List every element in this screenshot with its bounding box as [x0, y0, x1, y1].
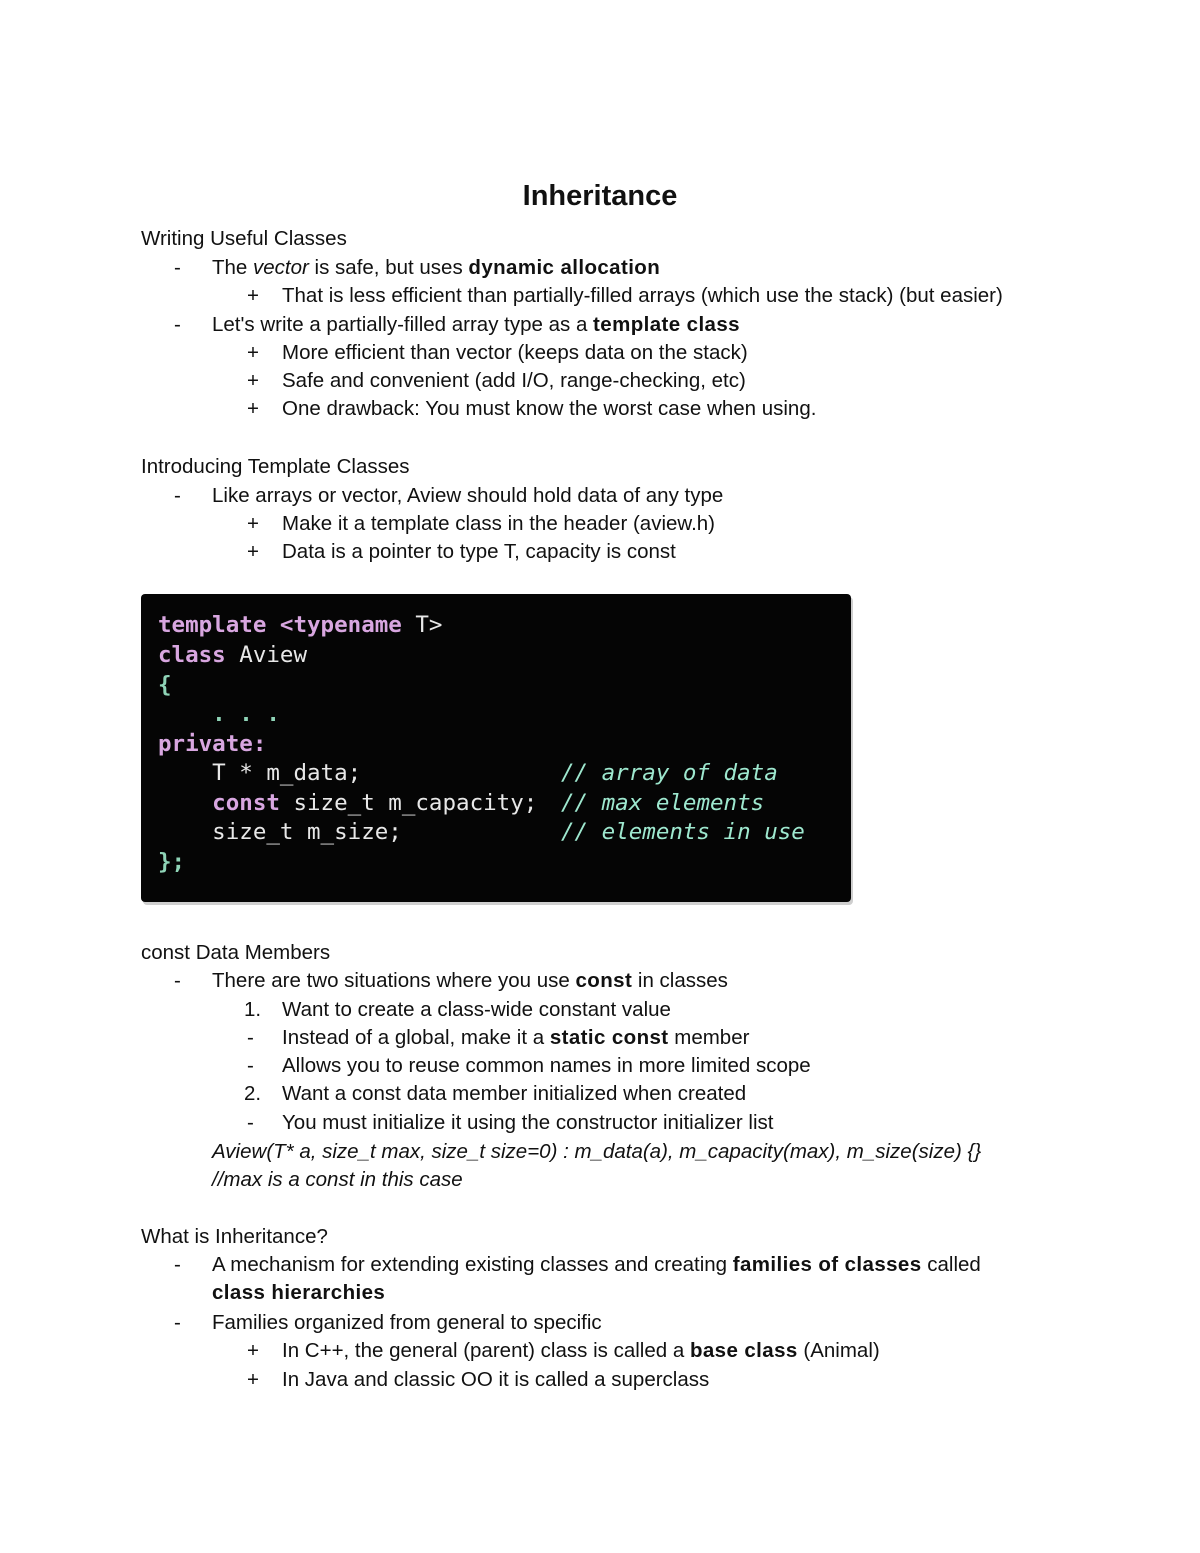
bullet-vector-safe: The vector is safe, but uses dynamic allocation	[212, 256, 661, 279]
item-const-member: Want a const data member initialized when created	[282, 1082, 747, 1105]
code-line-1: template <typename T>	[158, 612, 443, 638]
bullet-more-efficient: More efficient than vector (keeps data on the stack)	[282, 341, 748, 364]
bullet-class-hierarchies: class hierarchies	[212, 1281, 386, 1304]
item-initializer-list: You must initialize it using the constructor initializer list	[282, 1111, 774, 1134]
code-line-8: size_t m_size;	[158, 819, 402, 845]
section-heading-const-data-members: const Data Members	[141, 941, 331, 964]
bullet-make-template: Make it a template class in the header (aview.h)	[282, 512, 715, 535]
page-title: Inheritance	[522, 180, 678, 212]
bullet-plus: +	[247, 369, 259, 392]
item-class-wide-constant: Want to create a class-wide constant value	[282, 998, 671, 1021]
bullet-plus: +	[247, 512, 259, 535]
code-line-6: T * m_data;	[158, 760, 362, 786]
bullet-dash: -	[247, 1054, 254, 1077]
bullet-dash: -	[174, 484, 181, 507]
bullet-plus: +	[247, 284, 259, 307]
bullet-plus: +	[247, 397, 259, 420]
bullet-data-pointer: Data is a pointer to type T, capacity is const	[282, 540, 676, 563]
bullet-families-organized: Families organized from general to specific	[212, 1311, 602, 1334]
code-comment-array: // array of data	[561, 760, 778, 786]
code-comment-elements: // elements in use	[561, 819, 805, 845]
section-heading-what-is-inheritance: What is Inheritance?	[141, 1225, 328, 1248]
bullet-plus: +	[247, 540, 259, 563]
bullet-dash: -	[174, 1253, 181, 1276]
code-line-3: {	[158, 672, 172, 698]
bullet-mechanism: A mechanism for extending existing classes and creating families of classes called	[212, 1253, 981, 1276]
bullet-plus: +	[247, 1339, 259, 1362]
bullet-dash: -	[174, 313, 181, 336]
code-snippet-image	[141, 594, 851, 902]
item-reuse-names: Allows you to reuse common names in more limited scope	[282, 1054, 811, 1077]
bullet-dash: -	[174, 969, 181, 992]
code-example-constructor: Aview(T* a, size_t max, size_t size=0) : m_data(a), m_capacity(max), m_size(size) {}	[212, 1140, 982, 1163]
bullet-dash: -	[174, 1311, 181, 1334]
bullet-dash: -	[247, 1026, 254, 1049]
code-example-comment: //max is a const in this case	[212, 1168, 463, 1191]
section-heading-template-classes: Introducing Template Classes	[141, 455, 410, 478]
code-line-5: private:	[158, 731, 267, 757]
bullet-safe-convenient: Safe and convenient (add I/O, range-checking, etc)	[282, 369, 746, 392]
bullet-plus: +	[247, 341, 259, 364]
list-number-2: 2.	[244, 1082, 262, 1105]
code-line-7: const size_t m_capacity;	[158, 790, 538, 816]
bullet-template-class: Let's write a partially-filled array type as a template class	[212, 313, 740, 336]
bullet-two-situations: There are two situations where you use const in classes	[212, 969, 728, 992]
bullet-plus: +	[247, 1368, 259, 1391]
item-static-const: Instead of a global, make it a static const member	[282, 1026, 750, 1049]
bullet-one-drawback: One drawback: You must know the worst case when using.	[282, 397, 817, 420]
section-heading-writing-useful-classes: Writing Useful Classes	[141, 227, 347, 250]
code-line-2: class Aview	[158, 642, 308, 668]
bullet-less-efficient: That is less efficient than partially-filled arrays (which use the stack) (but easier)	[282, 284, 1003, 307]
bullet-dash: -	[174, 256, 181, 279]
bullet-superclass: In Java and classic OO it is called a superclass	[282, 1368, 710, 1391]
list-number-1: 1.	[244, 998, 262, 1021]
bullet-dash: -	[247, 1111, 254, 1134]
code-line-4: . . .	[158, 701, 280, 727]
code-comment-max: // max elements	[561, 790, 765, 816]
bullet-base-class: In C++, the general (parent) class is called a base class (Animal)	[282, 1339, 880, 1362]
code-line-9: };	[158, 849, 186, 875]
bullet-like-arrays: Like arrays or vector, Aview should hold data of any type	[212, 484, 724, 507]
